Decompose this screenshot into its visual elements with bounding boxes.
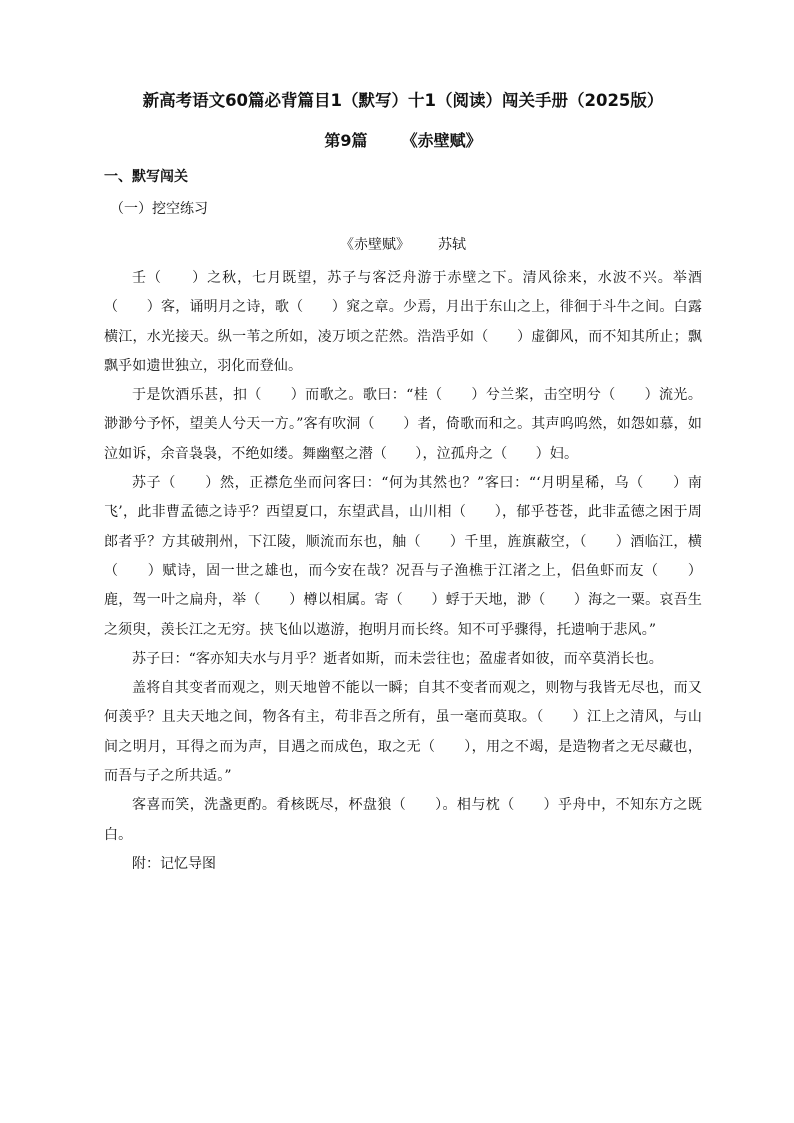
- document-title: 新高考语文60篇必背篇目1（默写）十1（阅读）闯关手册（2025版）: [142, 91, 664, 110]
- section-heading: 一、默写闯关: [104, 169, 188, 185]
- passage-paragraph-5: 盖将自其变者而观之，则天地曾不能以一瞬；自其不变者而观之，则物与我皆无尽也，而又何羡乎？且夫天地之间，物各有主，苟非吾之所有，虽一毫而莫取。（ ）江上之清风，与山间之明月，耳得之而为声，目遇之而成色，取之无（ ），用之不竭，是造物者之无尽藏也，而吾与子之所共适。”: [104, 680, 702, 785]
- subtitle-work: 《赤壁赋》: [401, 131, 482, 150]
- passage-paragraph-2: 于是饮酒乐甚，扣（ ）而歌之。歌曰：“桂（ ）兮兰桨，击空明兮（ ）流光。渺渺兮予怀，望美人兮天一方。”客有吹洞（ ）者，倚歌而和之。其声呜呜然，如怨如慕，如泣如诉，余音袅袅，不绝如缕。舞幽壑之潜（ ），泣孤舟之（ ）妇。: [104, 387, 702, 462]
- passage-paragraph-6: 客喜而笑，洗盏更酌。肴核既尽，杯盘狼（ ）。相与枕（ ）乎舟中，不知东方之既白。: [104, 797, 702, 843]
- passage-paragraph-3: 苏子（ ）然，正襟危坐而问客曰：“何为其然也？”客曰：“‘月明星稀，乌（ ）南飞’，此非曹孟德之诗乎？西望夏口，东望武昌，山川相（ ），郁乎苍苍，此非孟德之困于周郎者乎？方其破荆州，下江陵，顺流而东也，舳（ ）千里，旌旗蔽空，（ ）酒临江，横（ ）赋诗，固一世之雄也，而今安在哉？况吾与子渔樵于江渚之上，侣鱼虾而友（ ）鹿，驾一叶之扁舟，举（ ）樽以相属。寄（ ）蜉于天地，渺（ ）海之一粟。哀吾生之须臾，羡长江之无穷。挟飞仙以遨游，抱明月而长终。知不可乎骤得，托遗响于悲风。”: [104, 475, 702, 638]
- passage-author: 苏轼: [438, 237, 466, 253]
- document-subtitle: [104, 128, 702, 154]
- appendix-label: 附：记忆导图: [132, 855, 216, 872]
- passage-title: [104, 232, 702, 258]
- subsection-heading: （一）挖空练习: [110, 201, 208, 217]
- passage-paragraph-1: 壬（ ）之秋，七月既望，苏子与客泛舟游于赤壁之下。清风徐来，水波不兴。举酒（ ）客，诵明月之诗，歌（ ）窕之章。少焉，月出于东山之上，徘徊于斗牛之间。白露横江，水光接天。纵一苇之所如，凌万顷之茫然。浩浩乎如（ ）虚御风，而不知其所止；飘飘乎如遗世独立，羽化而登仙。: [104, 270, 702, 374]
- passage-paragraph-4: 苏子曰：“客亦知夫水与月乎？逝者如斯，而未尝往也；盈虚者如彼，而卒莫消长也。: [132, 650, 663, 667]
- passage-work-title: 《赤壁赋》: [340, 237, 410, 253]
- subtitle-number: 第9篇: [324, 131, 368, 150]
